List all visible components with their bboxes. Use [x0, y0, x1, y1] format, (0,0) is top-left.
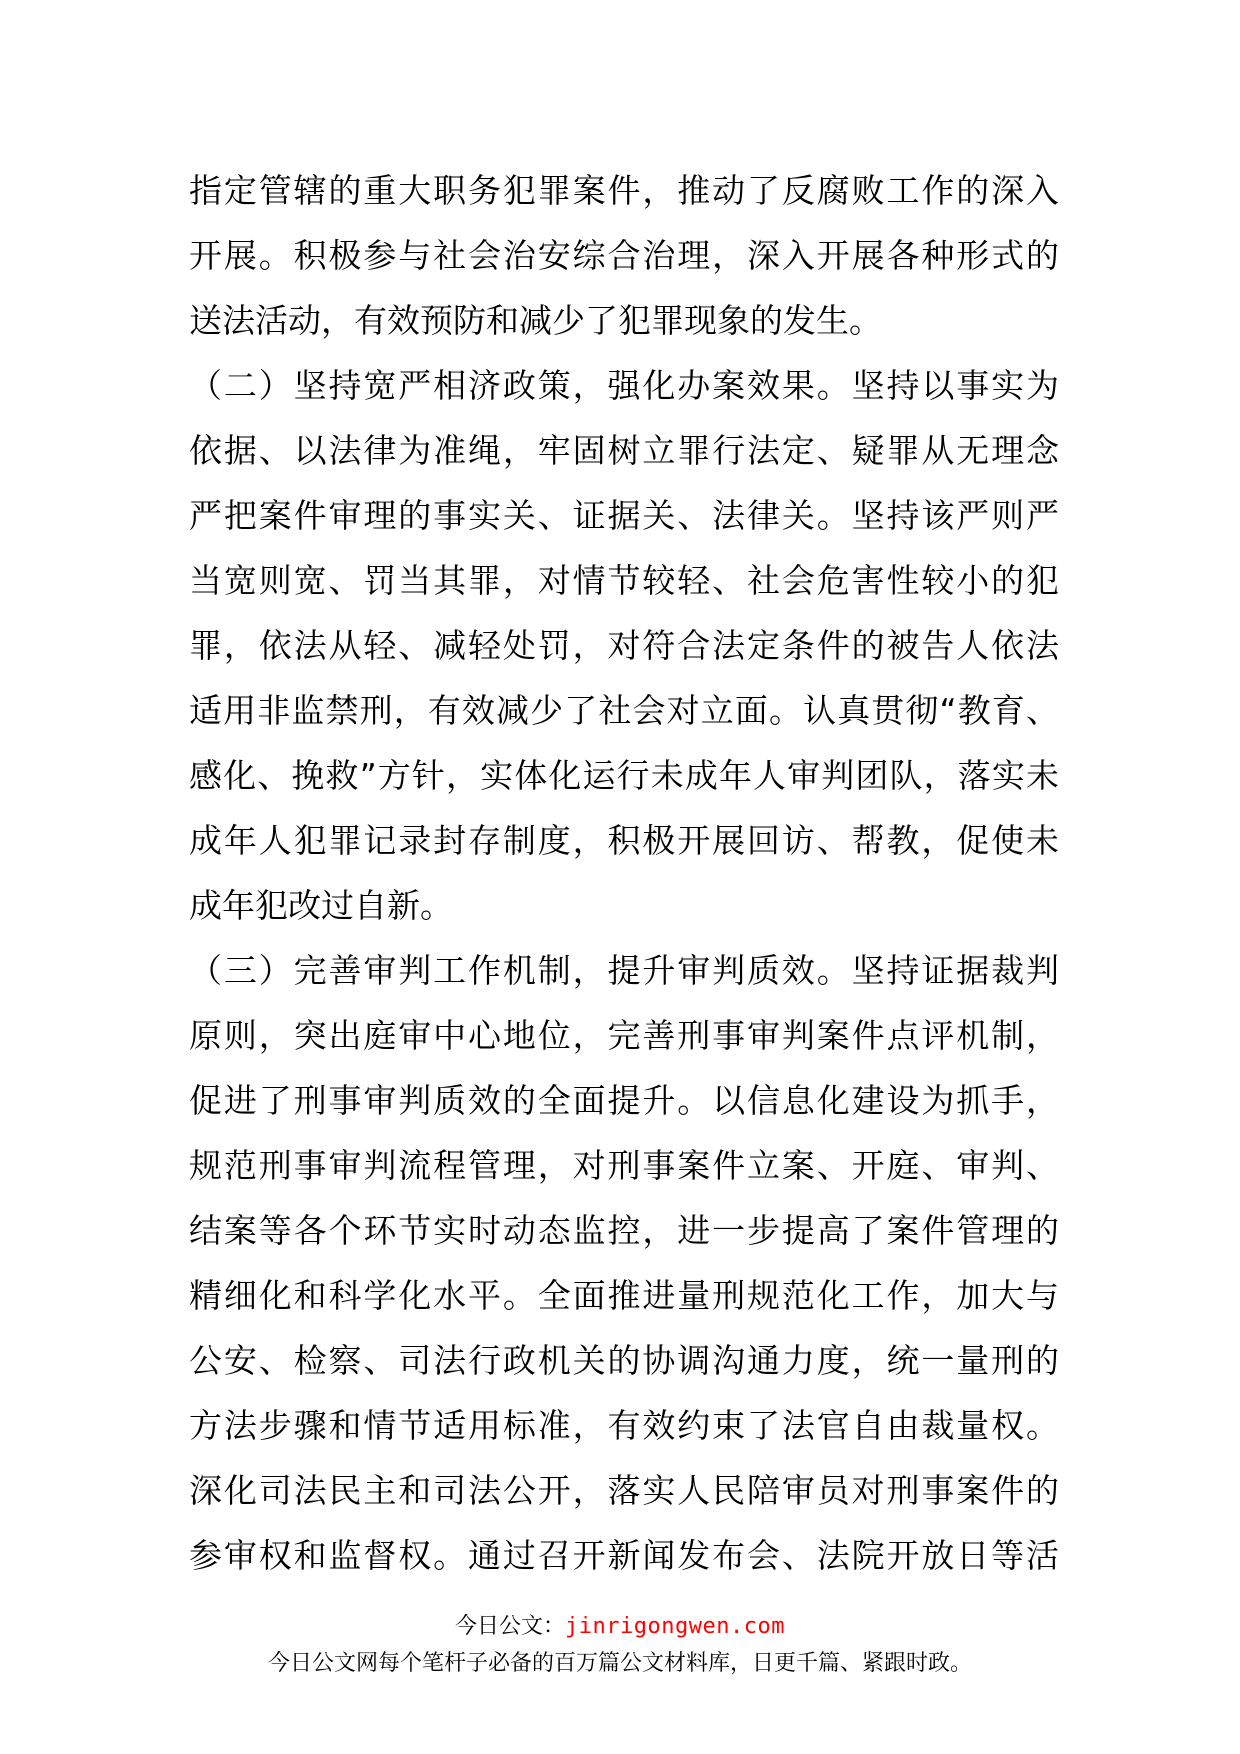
paragraph-line: 方法步骤和情节适用标准，有效约束了法官自由裁量权。 [189, 1406, 1059, 1445]
paragraph-line: 公安、检察、司法行政机关的协调沟通力度，统一量刑的 [189, 1341, 1059, 1380]
paragraph-line: 原则，突出庭审中心地位，完善刑事审判案件点评机制， [189, 1016, 1059, 1055]
section-heading-line: （三）完善审判工作机制，提升审判质效。坚持证据裁判 [189, 951, 1059, 990]
paragraph-line: 罪，依法从轻、减轻处罚，对符合法定条件的被告人依法 [189, 626, 1059, 665]
footer-slogan: 今日公文网每个笔杆子必备的百万篇公文材料库，日更千篇、紧跟时政。 [267, 1651, 972, 1676]
paragraph-line: 指定管辖的重大职务犯罪案件，推动了反腐败工作的深入 [189, 171, 1059, 210]
paragraph-line: 送法活动，有效预防和减少了犯罪现象的发生。 [189, 301, 882, 340]
paragraph-line: 严把案件审理的事实关、证据关、法律关。坚持该严则严 [189, 496, 1059, 535]
paragraph-line: 当宽则宽、罚当其罪，对情节较轻、社会危害性较小的犯 [189, 561, 1059, 600]
paragraph-line: 参审权和监督权。通过召开新闻发布会、法院开放日等活 [189, 1536, 1059, 1575]
paragraph-line: 成年犯改过自新。 [189, 886, 453, 925]
paragraph-line: 适用非监禁刑，有效减少了社会对立面。认真贯彻“教育、 [189, 691, 1059, 730]
footer-site-line [0, 1612, 1240, 1642]
section-heading-line: （二）坚持宽严相济政策，强化办案效果。坚持以事实为 [189, 366, 1059, 405]
paragraph-line: 依据、以法律为准绳，牢固树立罪行法定、疑罪从无理念 [189, 431, 1059, 470]
paragraph-line: 规范刑事审判流程管理，对刑事案件立案、开庭、审判、 [189, 1146, 1059, 1185]
paragraph-line: 精细化和科学化水平。全面推进量刑规范化工作，加大与 [189, 1276, 1059, 1315]
paragraph-line: 开展。积极参与社会治安综合治理，深入开展各种形式的 [189, 236, 1059, 275]
paragraph-line: 结案等各个环节实时动态监控，进一步提高了案件管理的 [189, 1211, 1059, 1250]
paragraph-line: 感化、挽救”方针，实体化运行未成年人审判团队，落实未 [189, 756, 1059, 795]
footer-site-link[interactable]: jinrigongwen.com [565, 1614, 785, 1639]
document-body [189, 158, 1059, 1588]
paragraph-line: 促进了刑事审判质效的全面提升。以信息化建设为抓手， [189, 1081, 1059, 1120]
paragraph-line: 深化司法民主和司法公开，落实人民陪审员对刑事案件的 [189, 1471, 1059, 1510]
footer-site-label: 今日公文： [455, 1614, 566, 1639]
paragraph-line: 成年人犯罪记录封存制度，积极开展回访、帮教，促使未 [189, 821, 1059, 860]
